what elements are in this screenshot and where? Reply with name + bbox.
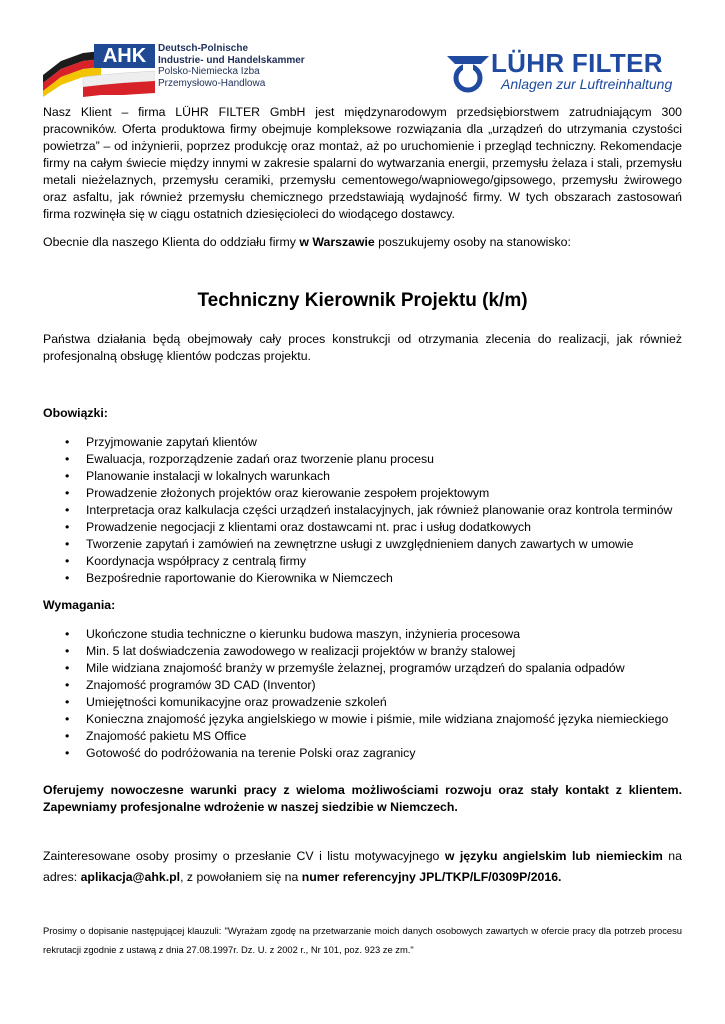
contact-text-2: na adres: — [43, 849, 682, 884]
list-item: • Gotowość do podróżowania na terenie Polski oraz zagranicy — [43, 745, 682, 762]
reference-number: numer referencyjny JPL/TKP/LF/0309P/2016. — [301, 870, 562, 884]
list-item: • Ewaluacja, rozporządzenie zadań oraz tworzenie planu procesu — [43, 451, 682, 468]
list-item: • Mile widziana znajomość branży w przemyśle żelaznej, programów urządzeń do spalania odpadów — [43, 660, 682, 677]
job-title: Techniczny Kierownik Projektu (k/m) — [197, 290, 528, 311]
document-body — [43, 104, 682, 959]
ahk-line-4: Przemysłowo-Handlowa — [158, 77, 266, 89]
contact-email[interactable]: aplikacja@ahk.pl — [80, 870, 181, 884]
list-item: • Planowanie instalacji w lokalnych warunkach — [43, 468, 682, 485]
luhr-filter-logo — [445, 48, 673, 96]
list-item: • Konieczna znajomość języka angielskiego w mowie i piśmie, mile widziana znajomość języka niemieckiego — [43, 711, 682, 728]
list-item: • Znajomość programów 3D CAD (Inventor) — [43, 677, 682, 694]
summary-paragraph: Państwa działania będą obejmowały cały proces konstrukcji od otrzymania zlecenia do realizacji, jak również profesjonalną obsługę klientów podczas projektu. — [43, 332, 682, 363]
list-item: • Prowadzenie złożonych projektów oraz kierowanie zespołem projektowym — [43, 485, 682, 502]
ahk-logo — [43, 41, 305, 97]
location-text-before: Obecnie dla naszego Klienta do oddziału firmy — [43, 235, 300, 249]
location-paragraph — [43, 234, 682, 251]
location-text-after: poszukujemy osoby na stanowisko: — [374, 235, 571, 249]
luhr-mark-icon — [445, 52, 491, 94]
contact-text-3: , z powołaniem się na — [180, 870, 302, 884]
duties-list — [43, 434, 682, 587]
page-header — [0, 0, 725, 110]
location-city: w Warszawie — [299, 235, 375, 249]
contact-text-1: Zainteresowane osoby prosimy o przesłanie CV i listu motywacyjnego — [43, 849, 445, 863]
ahk-line-2: Industrie- und Handelskammer — [158, 54, 305, 66]
list-item: • Bezpośrednie raportowanie do Kierownika w Niemczech — [43, 570, 682, 587]
list-item: • Prowadzenie negocjacji z klientami oraz dostawcami nt. prac i usług dodatkowych — [43, 519, 682, 536]
list-item: • Interpretacja oraz kalkulacja części urządzeń instalacyjnych, jak również planowanie oraz kontrola terminów — [43, 502, 682, 519]
luhr-name: LÜHR FILTER — [491, 48, 663, 78]
ahk-name — [158, 43, 303, 89]
list-item: • Koordynacja współpracy z centralą firmy — [43, 553, 682, 570]
offer-paragraph: Oferujemy nowoczesne warunki pracy z wieloma możliwościami rozwoju oraz stały kontakt z klientem. Zapewniamy profesjonalne wdrożenie w naszej siedzibie w Niemczech. — [43, 783, 682, 814]
contact-paragraph — [43, 846, 682, 888]
luhr-tagline: Anlagen zur Luftreinhaltung — [501, 76, 673, 92]
requirements-heading: Wymagania: — [43, 598, 116, 612]
ahk-line-1: Deutsch-Polnische — [158, 43, 249, 54]
intro-paragraph: Nasz Klient – firma LÜHR FILTER GmbH jest międzynarodowym przedsiębiorstwem zatrudniającym 300 pracowników. Oferta produktowa firmy obejmuje kompleksowe rozwiązania dla „urządzeń do utrzymania czystości powietrza” – od inżynierii, poprzez produkcję oraz montaż, aż po uruchomienie i przegląd techniczny. Rekomendacje firmy na całym świecie między innymi w zakresie spalarni do wytwarzania energii, przemysłu żelaza i stali, przemysłu metali nieżelaznych, przemysłu ceramiki, przemysłu cementowego/wapniowego/gipsowego, przemysłu żwirowego oraz asfaltu, jak również przemysłu chemicznego przedstawiają wydajność firmy. W tych obszarach zastosowań firma rozwinęła się w ciągu ostatnich dziesięcioleci do wiodącego dostawcy. — [43, 105, 682, 221]
list-item: • Ukończone studia techniczne o kierunku budowa maszyn, inżynieria procesowa — [43, 626, 682, 643]
list-item: • Przyjmowanie zapytań klientów — [43, 434, 682, 451]
ahk-abbr: AHK — [94, 44, 155, 68]
ahk-line-3: Polsko-Niemiecka Izba — [158, 66, 260, 77]
requirements-list — [43, 626, 682, 762]
list-item: • Tworzenie zapytań i zamówień na zewnętrzne usługi z uwzględnieniem danych zawartych w umowie — [43, 536, 682, 553]
list-item: • Min. 5 lat doświadczenia zawodowego w realizacji projektów w branży stalowej — [43, 643, 682, 660]
consent-clause: Prosimy o dopisanie następującej klauzuli: "Wyrażam zgodę na przetwarzanie moich danych osobowych zawartych w ofercie pracy dla potrzeb procesu rekrutacji zgodnie z ustawą z dnia 27.08.1997r. Dz. U. z 2002 r., Nr 101, poz. 923 ze zm." — [43, 925, 682, 955]
list-item: • Umiejętności komunikacyjne oraz prowadzenie szkoleń — [43, 694, 682, 711]
duties-heading: Obowiązki: — [43, 406, 108, 420]
contact-language: w języku angielskim lub niemieckim — [444, 849, 663, 863]
list-item: • Znajomość pakietu MS Office — [43, 728, 682, 745]
